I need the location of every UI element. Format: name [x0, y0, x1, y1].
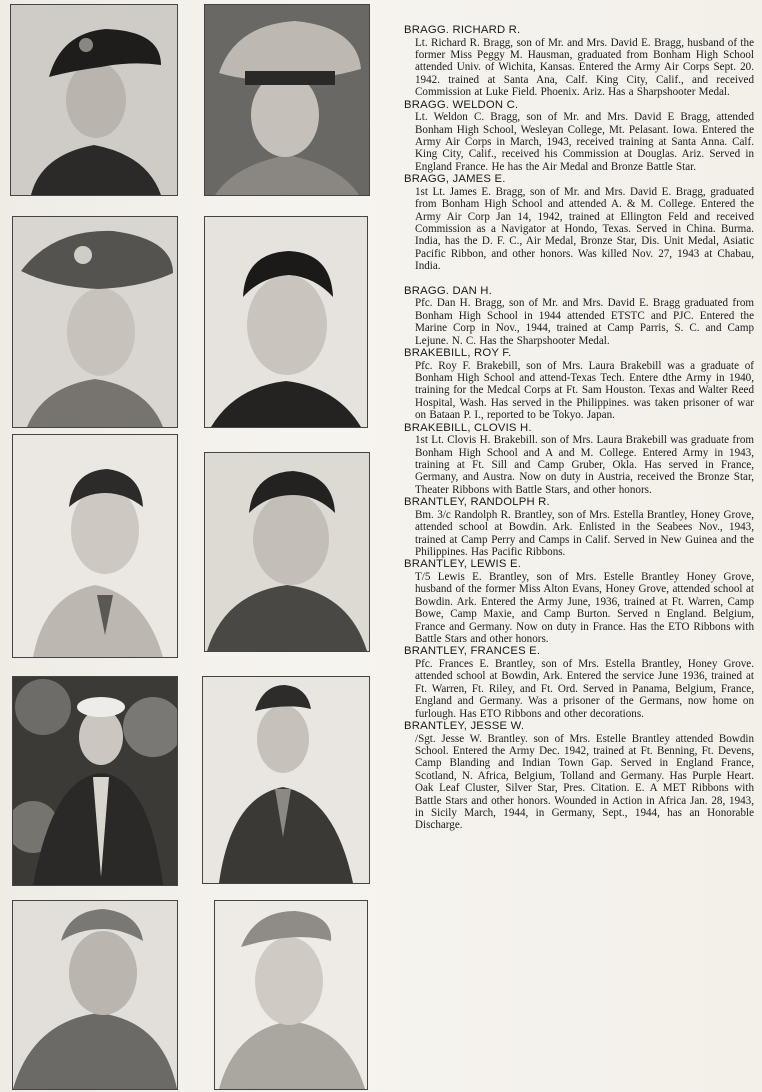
entry-name: BRANTLEY, LEWIS E. — [404, 558, 522, 571]
entry-brantley-frances — [402, 645, 754, 720]
biography-column — [402, 24, 754, 1084]
entry-name: BRAGG. RICHARD R. — [404, 24, 521, 36]
entry-name: BRAKEBILL, ROY F. — [404, 346, 512, 359]
portrait-photo-brakebill-roy — [12, 434, 178, 658]
entry-bio: Bm. 3/c Randolph R. Brantley, son of Mrs. Estella Brantley, Honey Grove, attended school at Bowdin. Ark. Enlisted in the Seabees Nov., 1943, trained at Camp Perry and Camps in Calif. Served in New Guinea and the Philippines. Has Pacific Ribbons. — [415, 508, 754, 558]
entry-bragg-richard — [402, 24, 754, 99]
entry-bio: T/5 Lewis E. Brantley, son of Mrs. Estelle Brantley Honey Grove, husband of the former Miss Alton Evans, Honey Grove, attended school at Bowdin. Ark. Entered the Army June, 1936, trained at Ft. Warren, Camp Bowe, Camp Maxie, and Camp Burton. Served n England. Belgium, France and Germany. Now on duty in France. Has the ETO Ribbons with Battle Stars and other honors. — [415, 570, 754, 645]
portrait-photo-bragg-james — [12, 216, 178, 428]
entry-bio: Lt. Richard R. Bragg, son of Mr. and Mrs. David E. Bragg, husband of the former Miss Peggy M. Hausman, graduated from Bonham High School attended Univ. of Wichita, Kansas. Entered the Army Air Corps Sept. 20. 1942. trained at Santa Ana, Calf. King City, Calif., and received Commission at Luke Field. Phoenix. Ariz. Has a Sharpshooter Medal. — [415, 36, 754, 99]
entry-name: BRAKEBILL, CLOVIS H. — [404, 421, 532, 434]
portrait-photo-bragg-weldon — [204, 4, 370, 196]
entry-brantley-jesse — [402, 720, 754, 832]
portrait-photo-brantley-jesse — [214, 900, 368, 1090]
portrait-column — [0, 0, 380, 1092]
entry-bio: Pfc. Roy F. Brakebill, son of Mrs. Laura Brakebill was a graduate of Bonham High School and attend-Texas Tech. Entere dthe Army in 1940, training for the Medcal Corps at Ft. Sam Houston. Texas and Walter Reed Hospital, Wash. Has served in the Philippines. was taken prisoner of war on Bataan P. I., reported to be Tokyo. Japan. — [415, 359, 754, 422]
portrait-photo-brakebill-clovis — [204, 452, 370, 652]
entry-bio: /Sgt. Jesse W. Brantley. son of Mrs. Estelle Brantley attended Bowdin School. Entered the Army Dec. 1942, trained at Ft. Benning, Ft. Devens, Camp Blanding and Indian Town Gap. Served in England France, Scotland, N. Africa, Belgium, Tolland and Germany. Has Purple Heart. Oak Leaf Cluster, Silver Star, Pres. Citation. E. A MET Ribbons with Battle Stars and other honors. Wounded in Action in Africa Jan. 28, 1943, in Sicily March, 1944, in Germany, Sept., 1944, has an Honorable Discharge. — [415, 732, 754, 832]
entry-brantley-randolph — [402, 496, 754, 558]
portrait-photo-bragg-richard — [10, 4, 178, 196]
portrait-photo-brantley-randolph — [12, 676, 178, 886]
entry-bio: 1st Lt. Clovis H. Brakebill. son of Mrs. Laura Brakebill was graduate from Bonham High School and A and M. College. Entered Army in 1943, training at Ft. Sill and Camp Gruber, Okla. Has served in France, Germany, and Austra. Now on duty in Austria, received the Bronze Star, Theater Ribbons with Battle Stars, and other honors. — [415, 434, 754, 496]
entry-name: BRAGG. WELDON C. — [404, 98, 519, 111]
entry-bio: Pfc. Frances E. Brantley, son of Mrs. Estella Brantley, Honey Grove. attended school at Bowdin, Ark. Entered the service June 1936, trained at Ft. Warren, Ft. Riley, and Ft. Ord. Served in Panama, Belgium, France, England and Germany. Was a prisoner of the Germans, now home on furlough. Has ETO Ribbons and other decorations. — [415, 658, 754, 720]
entry-name: BRANTLEY, RANDOLPH R. — [404, 496, 550, 509]
entry-name: BRANTLEY, JESSE W. — [404, 720, 525, 733]
entry-brantley-lewis — [402, 558, 754, 645]
entry-brakebill-clovis — [402, 422, 754, 497]
entry-brakebill-roy — [402, 347, 754, 422]
entry-bragg-james — [402, 173, 754, 272]
portrait-photo-bragg-dan — [204, 216, 368, 428]
portrait-photo-brantley-lewis — [202, 676, 370, 884]
entry-name: BRAGG. DAN H. — [404, 284, 492, 297]
entry-bio: 1st Lt. James E. Bragg, son of Mr. and Mrs. David E. Bragg, graduated from Bonham High School and attended A. & M. College. Entered the Army Air Corp Jan 14, 1942, trained at Ellington Feld and received Commission as a Navigator at Hondo, Texas. Served in China. Burma. India, has the D. F. C., Air Medal, Bronze Star, Dis. Unit Medal, Asiatic Pacific Ribbon, and other honors. Was killed Nov. 27, 1943 at Chabau, India. — [415, 185, 754, 273]
entry-bragg-weldon — [402, 99, 754, 174]
entry-bio: Lt. Weldon C. Bragg, son of Mr. and Mrs. David E Bragg, attended Bonham High School, Wesleyan College, Mt. Pelasant. Iowa. Entered the Army Air Corps in March, 1943, received training at Santa Anna. Calf. King City, Calif., received his Commission at Douglas. Ariz. Served in England France. He has the Air Medal and Bronze Battle Star. — [415, 111, 754, 173]
entry-name: BRAGG, JAMES E. — [404, 173, 506, 186]
entry-name: BRANTLEY, FRANCES E. — [404, 645, 541, 658]
portrait-photo-brantley-frances — [12, 900, 178, 1090]
entry-bio: Pfc. Dan H. Bragg, son of Mr. and Mrs. David E. Bragg graduated from Bonham High School in 1944 attended ETSTC and PJC. Entered the Marine Corp in Nov., 1944, trained at Camp Parris, S. C. and Camp Lejune. N. C. Has the Sharpshooter Medal. — [415, 297, 754, 347]
entry-bragg-dan — [402, 285, 754, 347]
